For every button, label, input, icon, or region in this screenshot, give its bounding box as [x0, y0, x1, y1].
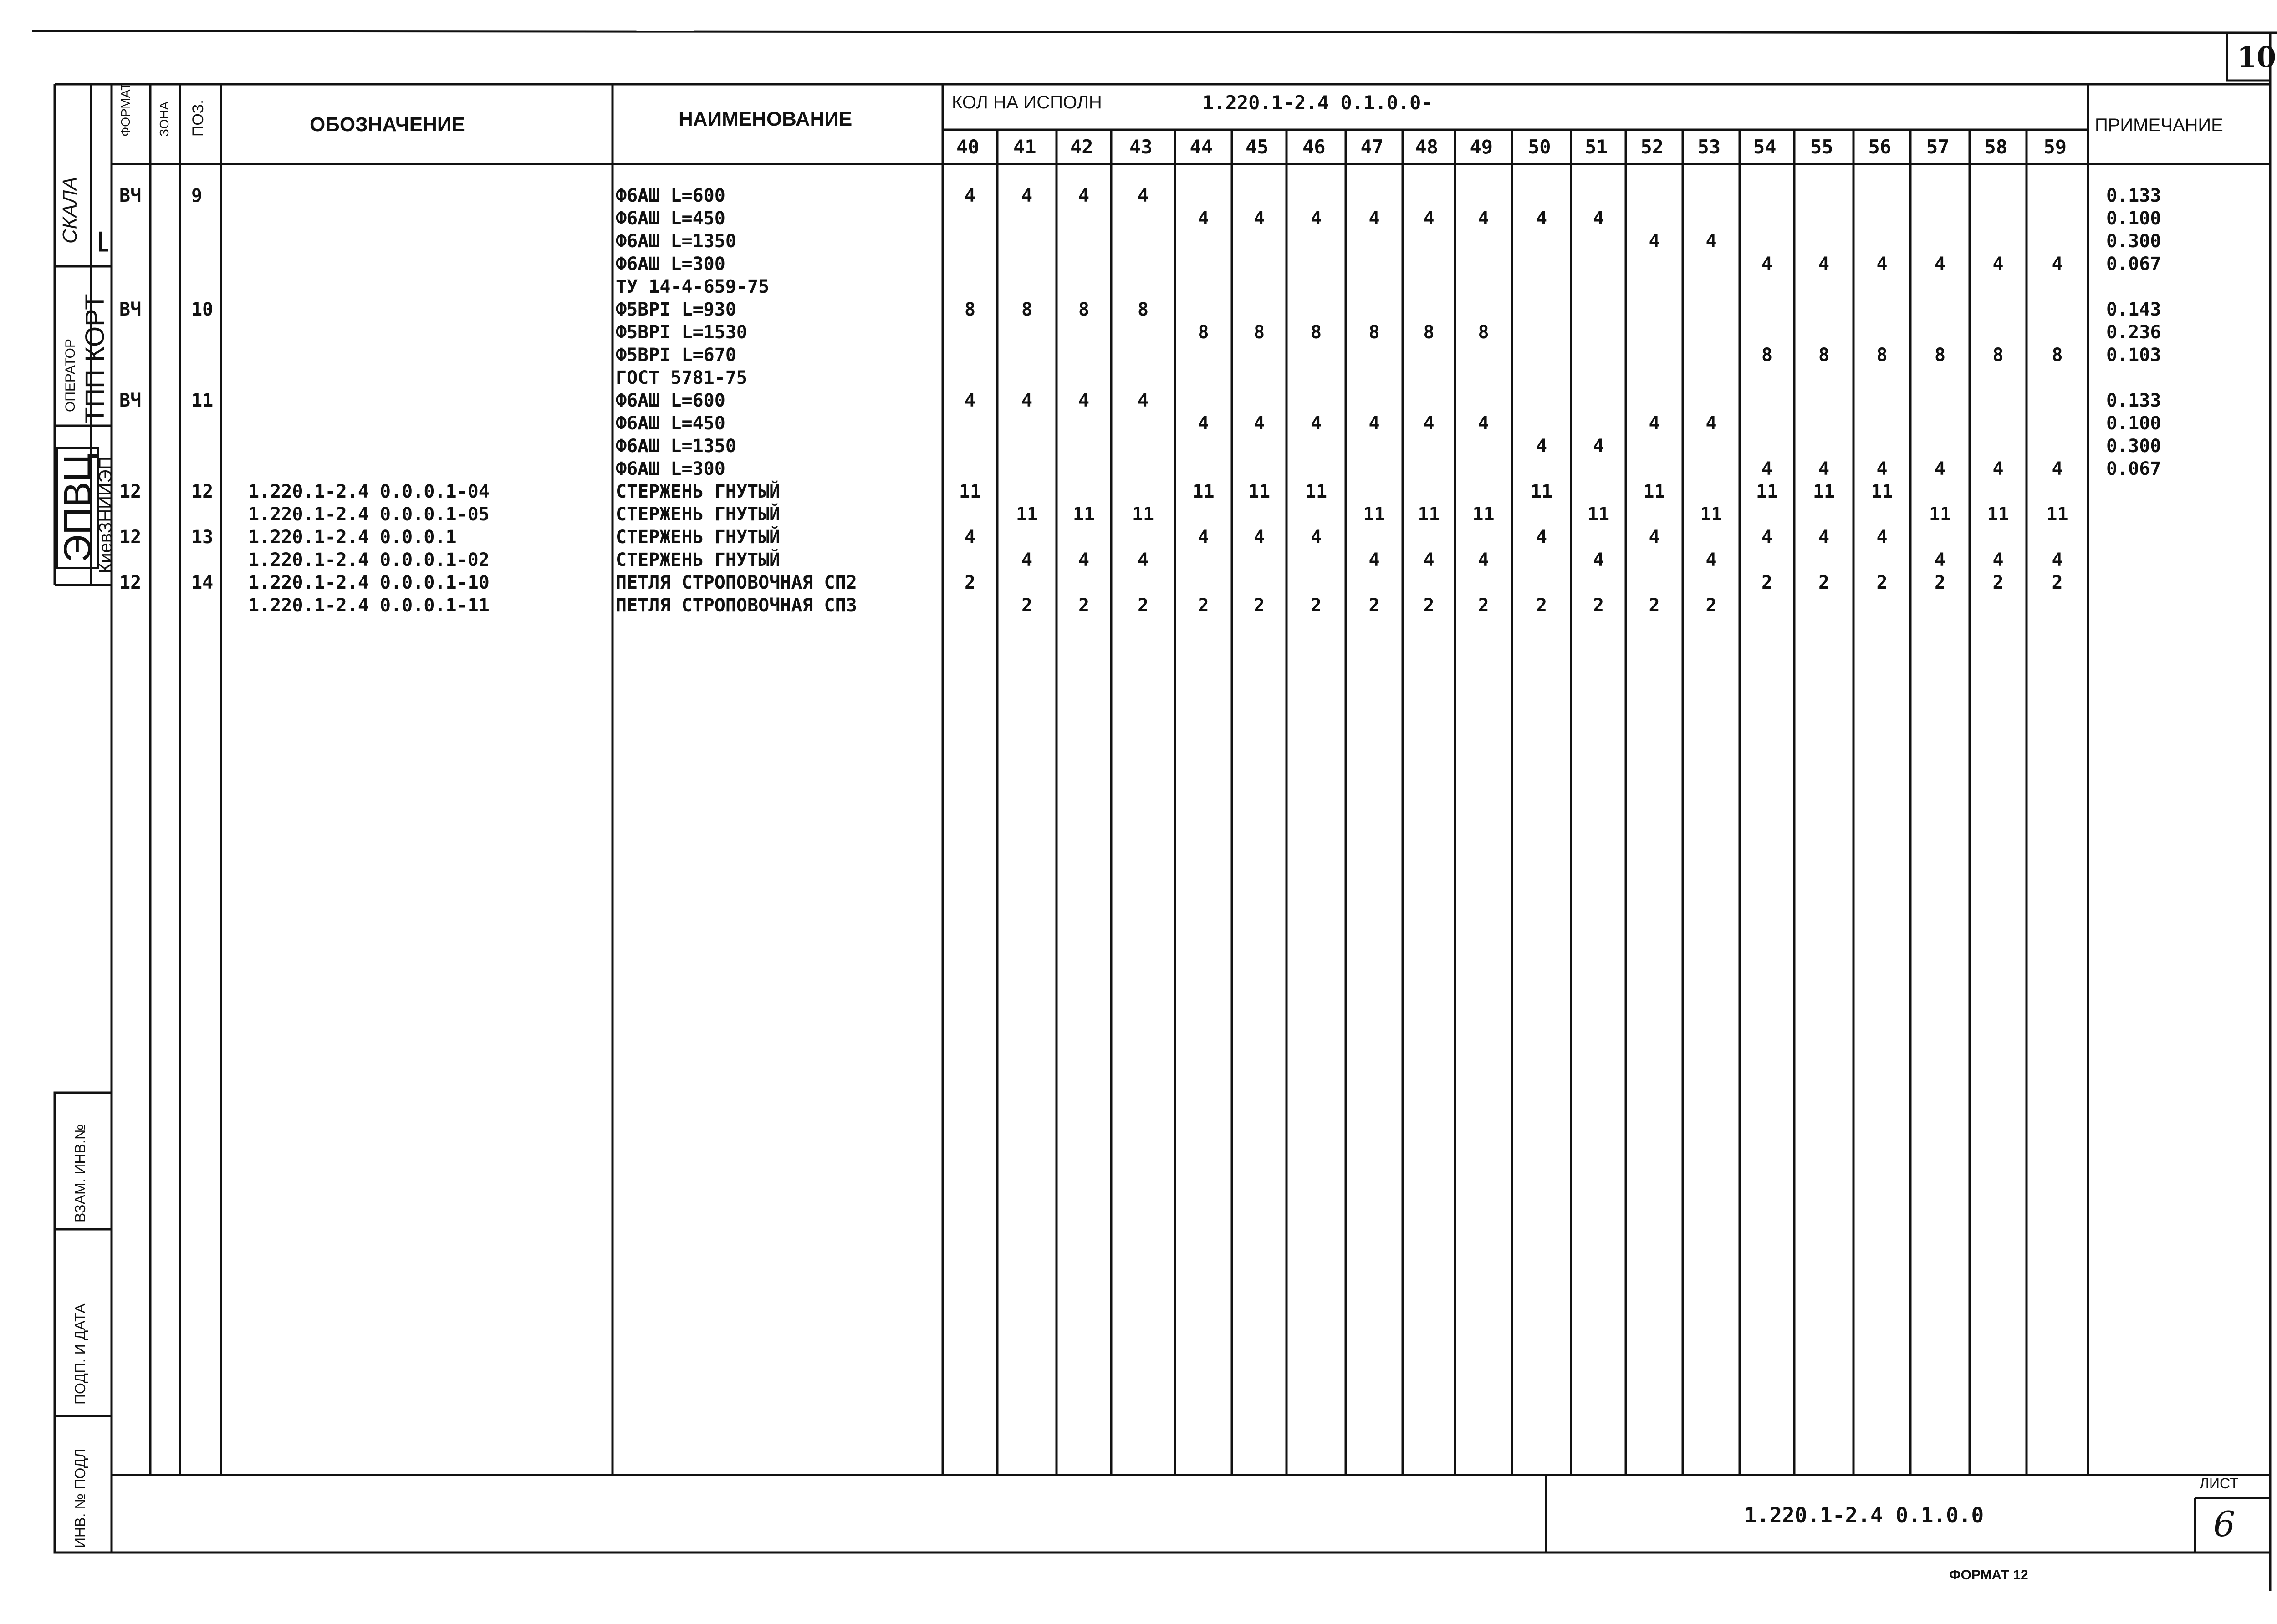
row-qty-57: 8 — [1934, 345, 1946, 366]
row-qty-54: 4 — [1761, 458, 1773, 479]
row-qty-53: 4 — [1705, 231, 1717, 252]
row-name: Ф6АШ L=600 — [616, 185, 725, 206]
row-note: 0.133 — [2106, 185, 2161, 206]
row-qty-58: 4 — [1992, 458, 2004, 479]
row-qty-57: 4 — [1934, 254, 1946, 275]
row-qty-58: 4 — [1992, 254, 2004, 275]
row-qty-45: 2 — [1253, 595, 1265, 616]
row-format: ВЧ — [119, 299, 142, 320]
row-qty-40: 4 — [964, 390, 976, 411]
exec-column-52: 52 — [1640, 136, 1664, 158]
row-qty-40: 2 — [964, 572, 976, 593]
row-qty-59: 4 — [2052, 550, 2063, 570]
title-designation: 1.220.1-2.4 0.1.0.0 — [1744, 1503, 1984, 1527]
row-qty-54: 4 — [1761, 527, 1773, 548]
row-qty-44: 4 — [1198, 208, 1209, 229]
row-qty-52: 11 — [1643, 481, 1665, 502]
row-note: 0.143 — [2106, 299, 2161, 320]
row-poz: 9 — [191, 185, 203, 206]
row-name: Ф5ВРI L=670 — [616, 345, 736, 366]
row-name: Ф6АШ L=450 — [616, 413, 725, 434]
exec-column-43: 43 — [1129, 136, 1153, 158]
row-qty-43: 4 — [1137, 550, 1149, 570]
row-qty-56: 4 — [1876, 458, 1888, 479]
exec-column-54: 54 — [1753, 136, 1777, 158]
row-qty-59: 2 — [2052, 572, 2063, 593]
sheet-number: 10 — [2237, 41, 2277, 74]
row-name: СТЕРЖЕНЬ ГНУТЫЙ — [616, 504, 781, 525]
row-qty-40: 4 — [964, 185, 976, 206]
stamp-operator-label: ОПЕРАТОР — [63, 339, 78, 412]
row-qty-53: 4 — [1705, 550, 1717, 570]
exec-column-56: 56 — [1868, 136, 1892, 158]
row-qty-41: 2 — [1021, 595, 1033, 616]
row-qty-56: 4 — [1876, 527, 1888, 548]
row-qty-57: 4 — [1934, 550, 1946, 570]
row-qty-48: 2 — [1423, 595, 1435, 616]
row-qty-42: 4 — [1078, 390, 1090, 411]
row-note: 0.100 — [2106, 413, 2161, 434]
row-qty-46: 8 — [1310, 322, 1322, 343]
row-qty-42: 4 — [1078, 550, 1090, 570]
exec-column-42: 42 — [1070, 136, 1093, 158]
exec-column-45: 45 — [1246, 136, 1269, 158]
stamp-kiev: КиевЗНИИЭП — [96, 456, 116, 574]
row-qty-45: 4 — [1253, 527, 1265, 548]
row-qty-48: 11 — [1418, 504, 1440, 525]
row-qty-48: 4 — [1423, 550, 1435, 570]
row-qty-56: 8 — [1876, 345, 1888, 366]
row-qty-42: 8 — [1078, 299, 1090, 320]
row-qty-41: 4 — [1021, 390, 1033, 411]
row-qty-56: 4 — [1876, 254, 1888, 275]
row-qty-58: 8 — [1992, 345, 2004, 366]
row-note: 0.067 — [2106, 254, 2161, 275]
stamp-tpp-kort: ТПП КОРТ — [80, 294, 110, 423]
row-qty-47: 8 — [1368, 322, 1380, 343]
row-qty-59: 4 — [2052, 458, 2063, 479]
format-footer: ФОРМАТ 12 — [1949, 1568, 2028, 1583]
row-poz: 14 — [191, 572, 214, 593]
row-qty-44: 2 — [1198, 595, 1209, 616]
exec-column-47: 47 — [1360, 136, 1384, 158]
exec-column-46: 46 — [1302, 136, 1326, 158]
row-qty-45: 4 — [1253, 208, 1265, 229]
stamp-signature-scribble: ⌐ — [83, 228, 120, 255]
title-list-number: 6 — [2213, 1504, 2236, 1544]
row-poz: 13 — [191, 527, 214, 548]
row-oboznachenie: 1.220.1-2.4 0.0.0.1-04 — [248, 481, 490, 502]
row-qty-59: 11 — [2046, 504, 2068, 525]
row-qty-46: 11 — [1305, 481, 1327, 502]
row-qty-51: 4 — [1593, 208, 1604, 229]
row-qty-49: 4 — [1478, 550, 1489, 570]
exec-column-41: 41 — [1013, 136, 1036, 158]
row-name: Ф6АШ L=450 — [616, 208, 725, 229]
row-qty-57: 2 — [1934, 572, 1946, 593]
row-name: СТЕРЖЕНЬ ГНУТЫЙ — [616, 550, 781, 570]
row-qty-53: 11 — [1700, 504, 1722, 525]
row-qty-51: 4 — [1593, 436, 1604, 457]
row-name: Ф5ВРI L=1530 — [616, 322, 747, 343]
row-name: ПЕТЛЯ СТРОПОВОЧНАЯ СП2 — [616, 572, 857, 593]
row-qty-50: 4 — [1536, 436, 1547, 457]
exec-column-51: 51 — [1585, 136, 1608, 158]
row-qty-40: 11 — [959, 481, 981, 502]
row-qty-55: 8 — [1818, 345, 1830, 366]
row-qty-41: 8 — [1021, 299, 1033, 320]
header-code-prefix: 1.220.1-2.4 0.1.0.0- — [1202, 92, 1433, 114]
exec-column-59: 59 — [2043, 136, 2067, 158]
row-qty-55: 4 — [1818, 254, 1830, 275]
row-name: ГОСТ 5781-75 — [616, 367, 747, 388]
row-qty-47: 4 — [1368, 413, 1380, 434]
stamp-skala: СКАЛА — [59, 177, 81, 244]
row-qty-51: 2 — [1593, 595, 1604, 616]
row-format: 12 — [119, 572, 142, 593]
row-qty-50: 4 — [1536, 527, 1547, 548]
exec-column-49: 49 — [1470, 136, 1493, 158]
row-note: 0.236 — [2106, 322, 2161, 343]
row-qty-54: 4 — [1761, 254, 1773, 275]
row-qty-42: 2 — [1078, 595, 1090, 616]
row-qty-49: 2 — [1478, 595, 1489, 616]
row-qty-59: 8 — [2052, 345, 2063, 366]
row-qty-45: 8 — [1253, 322, 1265, 343]
row-qty-43: 4 — [1137, 185, 1149, 206]
row-oboznachenie: 1.220.1-2.4 0.0.0.1 — [248, 527, 457, 548]
row-qty-51: 11 — [1587, 504, 1610, 525]
stamp-vzam-inv: ВЗАМ. ИНВ.№ — [72, 1124, 88, 1222]
row-qty-49: 8 — [1478, 322, 1489, 343]
row-qty-46: 4 — [1310, 208, 1322, 229]
row-qty-45: 11 — [1248, 481, 1271, 502]
row-qty-57: 11 — [1929, 504, 1951, 525]
exec-column-48: 48 — [1415, 136, 1439, 158]
row-name: Ф5ВРI L=930 — [616, 299, 736, 320]
row-qty-52: 4 — [1649, 231, 1660, 252]
header-naimenovanie: НАИМЕНОВАНИЕ — [679, 108, 853, 130]
row-format: ВЧ — [119, 185, 142, 206]
row-note: 0.133 — [2106, 390, 2161, 411]
exec-column-50: 50 — [1528, 136, 1551, 158]
row-qty-49: 11 — [1472, 504, 1495, 525]
row-name: СТЕРЖЕНЬ ГНУТЫЙ — [616, 481, 781, 502]
row-qty-54: 11 — [1756, 481, 1778, 502]
row-name: Ф6АШ L=300 — [616, 254, 725, 275]
row-oboznachenie: 1.220.1-2.4 0.0.0.1-05 — [248, 504, 490, 525]
row-format: 12 — [119, 481, 142, 502]
header-oboznachenie: ОБОЗНАЧЕНИЕ — [310, 113, 465, 136]
row-qty-43: 8 — [1137, 299, 1149, 320]
row-oboznachenie: 1.220.1-2.4 0.0.0.1-11 — [248, 595, 490, 616]
row-qty-59: 4 — [2052, 254, 2063, 275]
row-qty-58: 4 — [1992, 550, 2004, 570]
row-note: 0.100 — [2106, 208, 2161, 229]
title-list-label: ЛИСТ — [2200, 1475, 2239, 1492]
row-qty-44: 11 — [1192, 481, 1215, 502]
row-qty-51: 4 — [1593, 550, 1604, 570]
row-qty-58: 11 — [1987, 504, 2009, 525]
row-qty-47: 4 — [1368, 550, 1380, 570]
row-qty-42: 4 — [1078, 185, 1090, 206]
row-note: 0.103 — [2106, 345, 2161, 366]
header-poz: ПОЗ. — [189, 100, 207, 137]
row-qty-47: 11 — [1363, 504, 1385, 525]
row-note: 0.067 — [2106, 458, 2161, 479]
row-qty-55: 2 — [1818, 572, 1830, 593]
row-qty-44: 4 — [1198, 527, 1209, 548]
row-qty-48: 8 — [1423, 322, 1435, 343]
row-qty-55: 4 — [1818, 458, 1830, 479]
row-qty-46: 4 — [1310, 413, 1322, 434]
row-qty-50: 11 — [1530, 481, 1553, 502]
row-qty-49: 4 — [1478, 413, 1489, 434]
row-poz: 10 — [191, 299, 214, 320]
row-format: 12 — [119, 527, 142, 548]
row-qty-41: 11 — [1016, 504, 1038, 525]
row-qty-44: 4 — [1198, 413, 1209, 434]
header-format: ФОРМАТ — [118, 82, 133, 137]
row-qty-52: 4 — [1649, 527, 1660, 548]
row-qty-52: 4 — [1649, 413, 1660, 434]
row-poz: 11 — [191, 390, 214, 411]
row-qty-54: 2 — [1761, 572, 1773, 593]
row-qty-58: 2 — [1992, 572, 2004, 593]
row-note: 0.300 — [2106, 436, 2161, 457]
exec-column-57: 57 — [1926, 136, 1950, 158]
row-qty-46: 4 — [1310, 527, 1322, 548]
row-qty-55: 11 — [1812, 481, 1835, 502]
exec-column-44: 44 — [1190, 136, 1213, 158]
row-qty-56: 11 — [1871, 481, 1893, 502]
row-qty-52: 2 — [1649, 595, 1660, 616]
stamp-inv-podl: ИНВ. № ПОДЛ — [72, 1448, 88, 1548]
exec-column-55: 55 — [1810, 136, 1833, 158]
row-name: Ф6АШ L=1350 — [616, 231, 736, 252]
row-qty-50: 2 — [1536, 595, 1547, 616]
header-kol-na-ispoln: КОЛ НА ИСПОЛН — [952, 92, 1102, 112]
exec-column-58: 58 — [1984, 136, 2008, 158]
row-qty-43: 4 — [1137, 390, 1149, 411]
row-qty-48: 4 — [1423, 208, 1435, 229]
row-qty-57: 4 — [1934, 458, 1946, 479]
row-qty-44: 8 — [1198, 322, 1209, 343]
row-qty-41: 4 — [1021, 185, 1033, 206]
row-name: СТЕРЖЕНЬ ГНУТЫЙ — [616, 527, 781, 548]
row-oboznachenie: 1.220.1-2.4 0.0.0.1-02 — [248, 550, 490, 570]
row-qty-45: 4 — [1253, 413, 1265, 434]
row-name: Ф6АШ L=600 — [616, 390, 725, 411]
row-qty-50: 4 — [1536, 208, 1547, 229]
row-qty-43: 11 — [1132, 504, 1154, 525]
row-qty-56: 2 — [1876, 572, 1888, 593]
row-note: 0.300 — [2106, 231, 2161, 252]
exec-column-53: 53 — [1697, 136, 1721, 158]
exec-column-40: 40 — [956, 136, 980, 158]
row-oboznachenie: 1.220.1-2.4 0.0.0.1-10 — [248, 572, 490, 593]
row-qty-40: 8 — [964, 299, 976, 320]
stamp-epvc: ЭПВЦ — [56, 447, 99, 569]
row-qty-54: 8 — [1761, 345, 1773, 366]
row-qty-48: 4 — [1423, 413, 1435, 434]
stamp-podp-data: ПОДП. И ДАТА — [72, 1303, 88, 1405]
row-format: ВЧ — [119, 390, 142, 411]
row-qty-43: 2 — [1137, 595, 1149, 616]
row-name: ПЕТЛЯ СТРОПОВОЧНАЯ СП3 — [616, 595, 857, 616]
row-qty-53: 4 — [1705, 413, 1717, 434]
row-qty-49: 4 — [1478, 208, 1489, 229]
row-poz: 12 — [191, 481, 214, 502]
row-name: Ф6АШ L=300 — [616, 458, 725, 479]
row-qty-46: 2 — [1310, 595, 1322, 616]
row-name: ТУ 14-4-659-75 — [616, 276, 770, 297]
row-qty-41: 4 — [1021, 550, 1033, 570]
row-qty-47: 4 — [1368, 208, 1380, 229]
row-qty-55: 4 — [1818, 527, 1830, 548]
header-zona: ЗОНА — [157, 101, 171, 137]
row-qty-47: 2 — [1368, 595, 1380, 616]
row-qty-42: 11 — [1072, 504, 1095, 525]
row-qty-40: 4 — [964, 527, 976, 548]
header-primechanie: ПРИМЕЧАНИЕ — [2095, 115, 2223, 135]
row-qty-53: 2 — [1705, 595, 1717, 616]
row-name: Ф6АШ L=1350 — [616, 436, 736, 457]
